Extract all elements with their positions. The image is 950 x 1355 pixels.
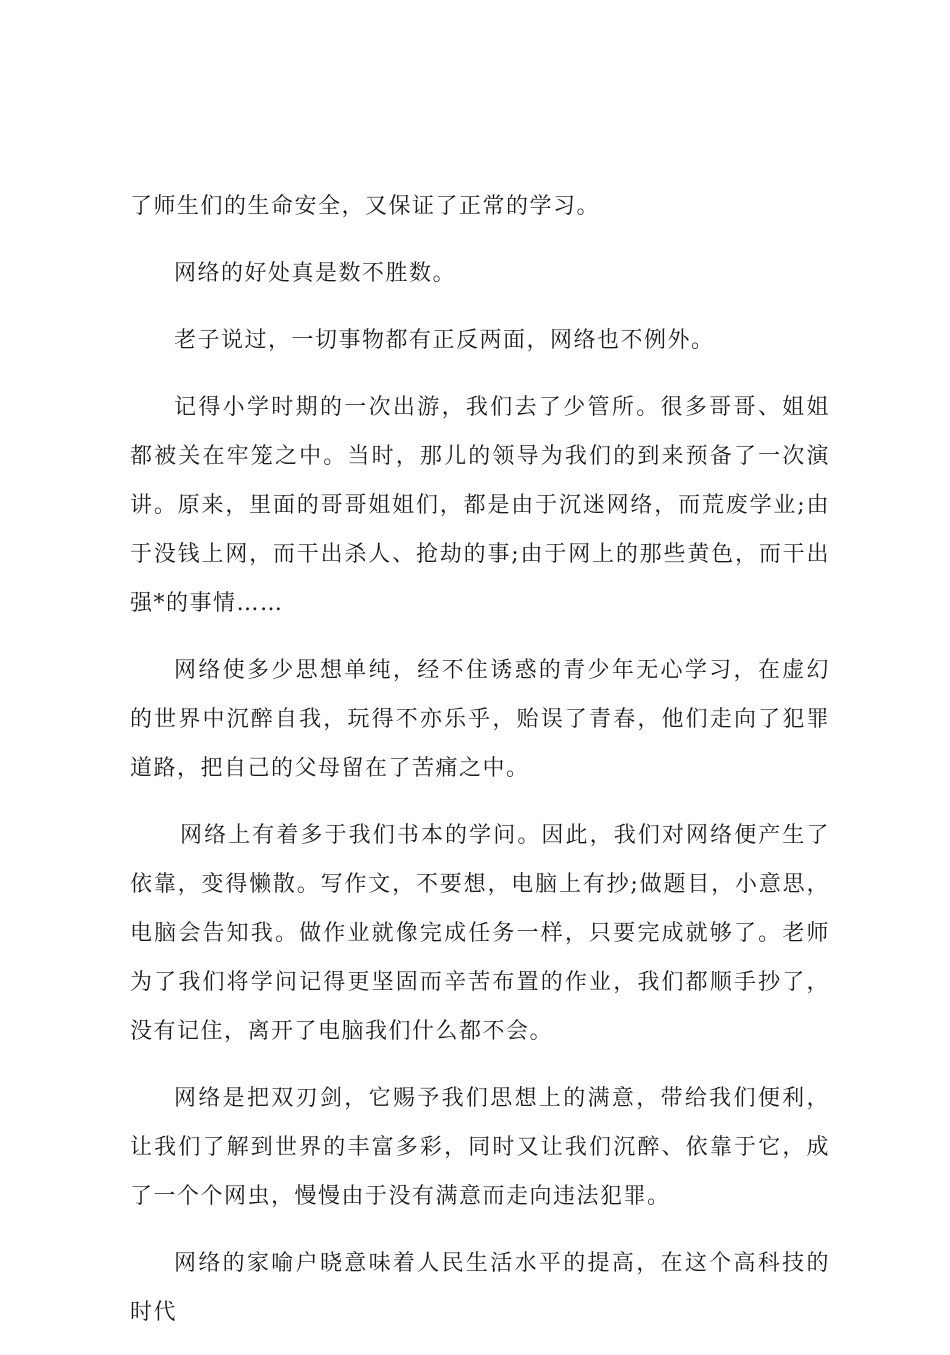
paragraph-dependence: 网络上有着多于我们书本的学问。因此，我们对网络便产生了依靠，变得懒散。写作文，不要想，电脑上有抄;做题目，小意思，电脑会告知我。做作业就像完成任务一样，只要完成就够了。老师为了我们将学问记得更坚固而辛苦布置的作业，我们都顺手抄了，没有记住，离开了电脑我们什么都不会。 xyxy=(130,823,830,1044)
paragraph-double-edged-sword: 网络是把双刃剑，它赐予我们思想上的满意，带给我们便利，让我们了解到世界的丰富多彩，同时又让我们沉醉、依靠于它，成了一个个网虫，慢慢由于没有满意而走向违法犯罪。 xyxy=(130,1086,830,1209)
document-body xyxy=(130,182,830,1355)
paragraph-benefits: 网络的好处真是数不胜数。 xyxy=(174,261,457,286)
paragraph-laozi: 老子说过，一切事物都有正反两面，网络也不例外。 xyxy=(174,328,715,353)
paragraph-popularity: 网络的家喻户晓意味着人民生活水平的提高，在这个高科技的时代 xyxy=(130,1251,830,1325)
paragraph-continuation: 了师生们的生命安全，又保证了正常的学习。 xyxy=(130,194,601,219)
paragraph-juvenile-center: 记得小学时期的一次出游，我们去了少管所。很多哥哥、姐姐都被关在牢笼之中。当时，那儿的领导为我们的到来预备了一次演讲。原来，里面的哥哥姐姐们，都是由于沉迷网络，而荒废学业;由于没钱上网，而干出杀人、抢劫的事;由于网上的那些黄色，而干出强*的事情…… xyxy=(130,395,830,616)
paragraph-addiction: 网络使多少思想单纯，经不住诱惑的青少年无心学习，在虚幻的世界中沉醉自我，玩得不亦乐乎，贻误了青春，他们走向了犯罪道路，把自己的父母留在了苦痛之中。 xyxy=(130,658,830,781)
